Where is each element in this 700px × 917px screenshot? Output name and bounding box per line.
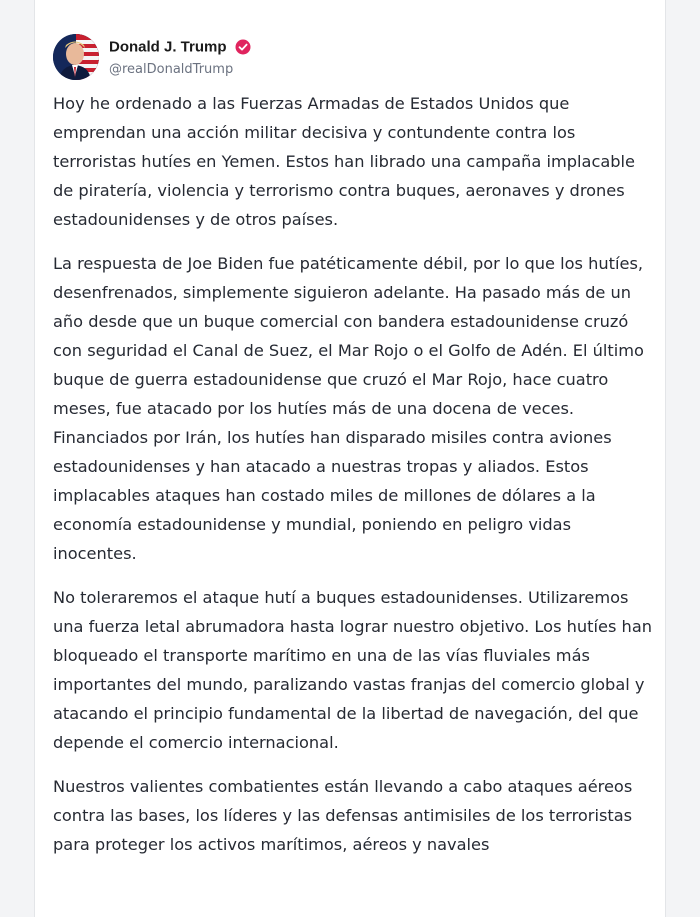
author-handle[interactable]: @realDonaldTrump <box>109 62 234 77</box>
post-paragraph: No toleraremos el ataque hutí a buques estadounidenses. Utilizaremos una fuerza letal abrumadora hasta lograr nuestro objetivo. Los hutíes han bloqueado el transporte marítimo en una de las vías fluviales más importantes del mundo, paralizando vastas franjas del comercio global y atacando el principio fundamental de la libertad de navegación, del que depende el comercio internacional. <box>53 588 652 752</box>
avatar[interactable] <box>53 34 99 80</box>
post-paragraph: Nuestros valientes combatientes están llevando a cabo ataques aéreos contra las bases, los líderes y las defensas antimisiles de los terroristas para proteger los activos marítimos, aéreos y navales <box>53 777 633 854</box>
author-name-row <box>109 38 251 56</box>
avatar-image <box>53 34 99 80</box>
post-body <box>53 89 658 874</box>
author-name[interactable]: Donald J. Trump <box>109 38 227 56</box>
post-card <box>34 0 666 917</box>
post-paragraph: Hoy he ordenado a las Fuerzas Armadas de Estados Unidos que emprendan una acción militar decisiva y contundente contra los terroristas hutíes en Yemen. Estos han librado una campaña implacable de piratería, violencia y terrorismo contra buques, aeronaves y drones estadounidenses y de otros países. <box>53 94 635 229</box>
post-paragraph: La respuesta de Joe Biden fue patéticamente débil, por lo que los hutíes, desenfrenados, simplemente siguieron adelante. Ha pasado más de un año desde que un buque comercial con bandera estadounidense cruzó con seguridad el Canal de Suez, el Mar Rojo o el Golfo de Adén. El último buque de guerra estadounidense que cruzó el Mar Rojo, hace cuatro meses, fue atacado por los hutíes más de una docena de veces. Financiados por Irán, los hutíes han disparado misiles contra aviones estadounidenses y han atacado a nuestras tropas y aliados. Estos implacables ataques han costado miles de millones de dólares a la economía estadounidense y mundial, poniendo en peligro vidas inocentes. <box>53 254 644 563</box>
verified-badge-icon <box>235 39 251 55</box>
